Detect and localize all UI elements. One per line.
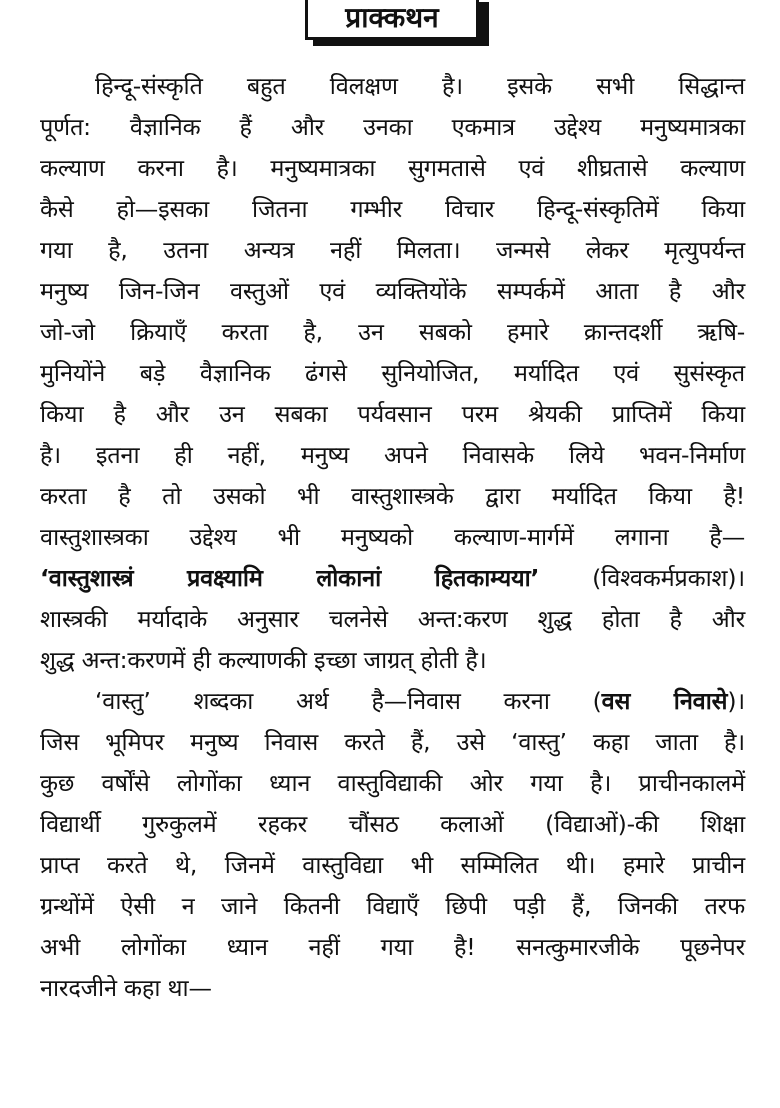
line-end: )। <box>727 687 745 715</box>
text-line: मुनियोंने बड़े वैज्ञानिक ढंगसे सुनियोजित, मर्यादित एवं सुसंस्कृत <box>40 359 745 387</box>
text-line: गया है, उतना अन्यत्र नहीं मिलता। जन्मसे लेकर मृत्युपर्यन्त <box>40 236 745 264</box>
text-line: जिस भूमिपर मनुष्य निवास करते हैं, उसे ‘वास्तु’ कहा जाता है। <box>40 728 745 756</box>
text-line: हिन्दू-संस्कृति बहुत विलक्षण है। इसके सभी सिद्धान्त <box>95 72 745 100</box>
text-line: अभी लोगोंका ध्यान नहीं गया है! सनत्कुमारजीके पूछनेपर <box>40 933 745 961</box>
text-line: पूर्णत: वैज्ञानिक हैं और उनका एकमात्र उद्देश्य मनुष्यमात्रका <box>40 113 745 141</box>
sanskrit-quote: ‘वास्तुशास्त्रं प्रवक्ष्यामि लोकानां हितकाम्यया’ <box>40 564 540 592</box>
text-line: प्राप्त करते थे, जिनमें वास्तुविद्या भी सम्मिलित थी। हमारे प्राचीन <box>40 851 745 879</box>
text-line: है। इतना ही नहीं, मनुष्य अपने निवासके लिये भवन-निर्माण <box>40 441 745 469</box>
text-line: किया है और उन सबका पर्यवसान परम श्रेयकी प्राप्तिमें किया <box>40 400 745 428</box>
text-line: ग्रन्थोंमें ऐसी न जाने कितनी विद्याएँ छिपी पड़ी हैं, जिनकी तरफ <box>40 892 745 920</box>
page-title: प्राक्कथन <box>345 1 439 34</box>
text-line: कल्याण करना है। मनुष्यमात्रका सुगमतासे एवं शीघ्रतासे कल्याण <box>40 154 745 182</box>
text-line: कुछ वर्षोंसे लोगोंका ध्यान वास्तुविद्याकी ओर गया है। प्राचीनकालमें <box>40 769 745 797</box>
sanskrit-root: वस निवासे <box>601 687 728 715</box>
quote-source: (विश्वकर्मप्रकाश)। <box>539 564 745 592</box>
text-line: वास्तुशास्त्रका उद्देश्य भी मनुष्यको कल्याण-मार्गमें लगाना है— <box>40 523 745 551</box>
text-line: विद्यार्थी गुरुकुलमें रहकर चौंसठ कलाओं (विद्याओं)-की शिक्षा <box>40 810 745 838</box>
text-line: शास्त्रकी मर्यादाके अनुसार चलनेसे अन्त:करण शुद्ध होता है और <box>40 605 745 633</box>
quote-line <box>40 558 745 599</box>
title-frame <box>305 0 479 40</box>
text-line: करता है तो उसको भी वास्तुशास्त्रके द्वारा मर्यादित किया है! <box>40 482 745 510</box>
text-line: मनुष्य जिन-जिन वस्तुओं एवं व्यक्तियोंके सम्पर्कमें आता है और <box>40 277 745 305</box>
text-line: कैसे हो—इसका जितना गम्भीर विचार हिन्दू-संस्कृतिमें किया <box>40 195 745 223</box>
text-line: शुद्ध अन्त:करणमें ही कल्याणकी इच्छा जाग्रत् होती है। <box>40 646 487 674</box>
document-body <box>40 66 745 1009</box>
title-box <box>305 0 481 38</box>
text-line: जो-जो क्रियाएँ करता है, उन सबको हमारे क्रान्तदर्शी ऋषि- <box>40 318 745 346</box>
text-line: नारदजीने कहा था— <box>40 974 212 1002</box>
text-line <box>40 681 745 722</box>
line-text: ‘वास्तु’ शब्दका अर्थ है—निवास करना ( <box>95 687 602 715</box>
paragraph-2 <box>40 681 745 1009</box>
paragraph-1 <box>40 66 745 681</box>
